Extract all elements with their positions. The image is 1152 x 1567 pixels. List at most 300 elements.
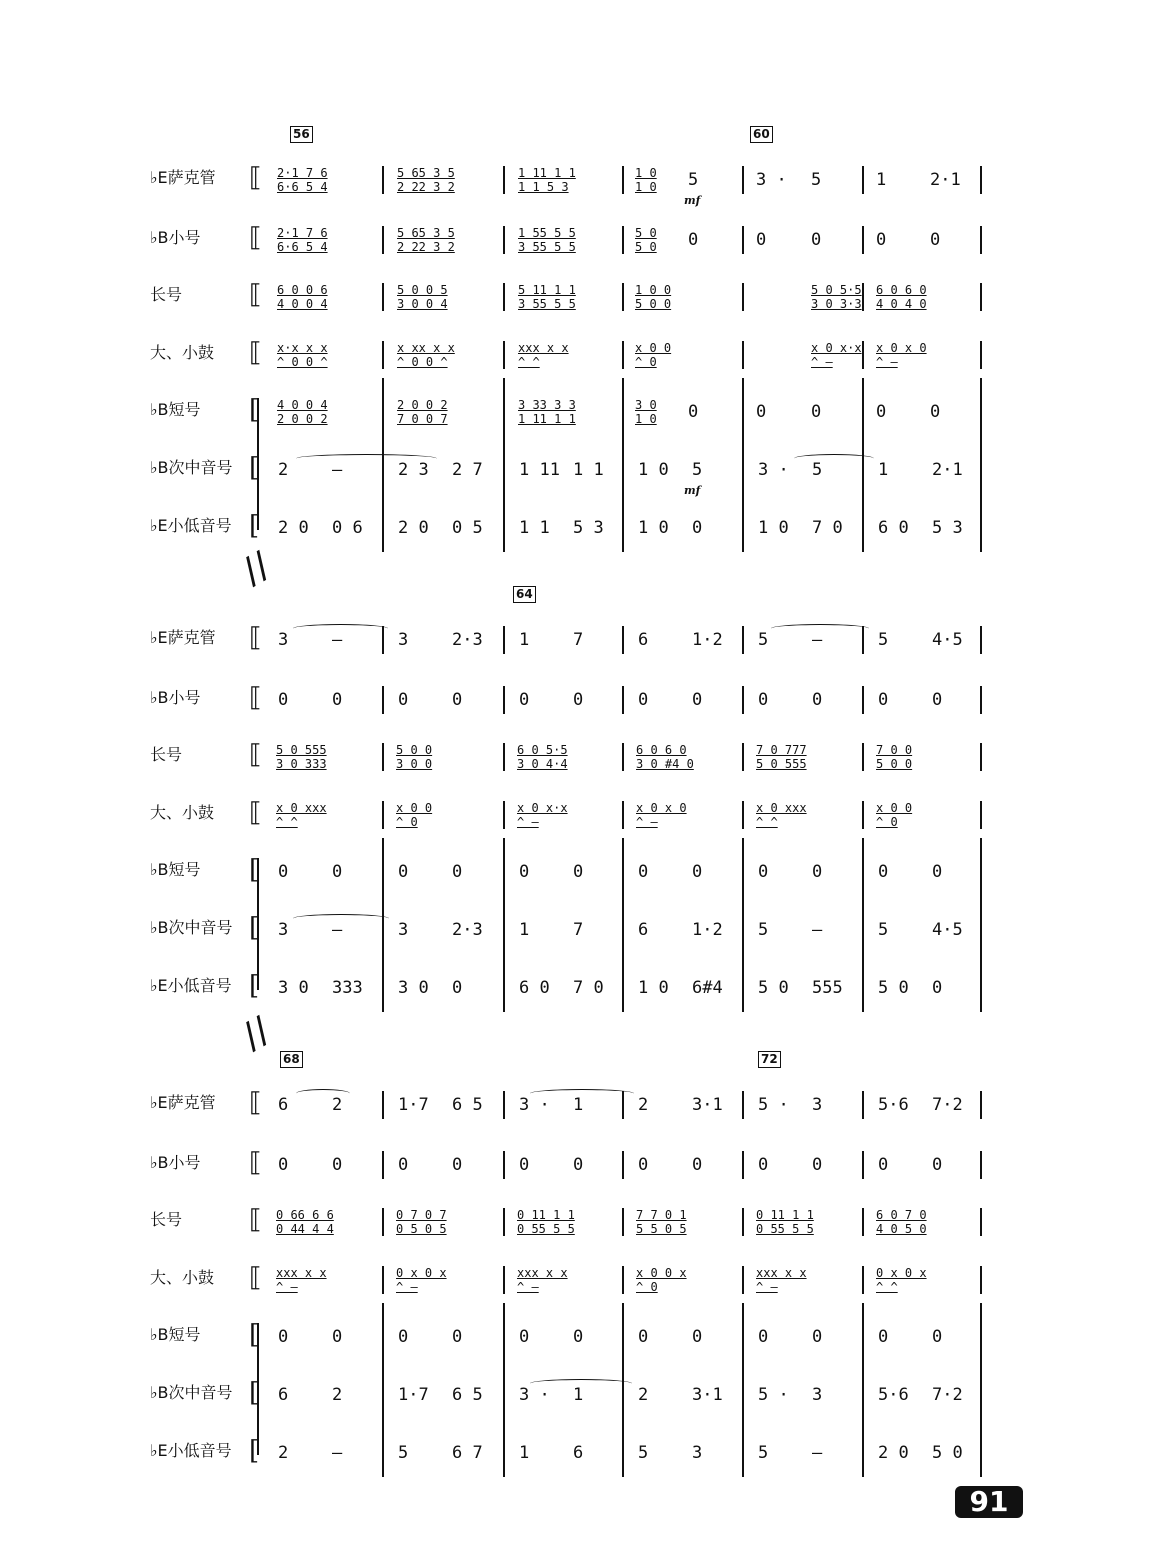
note-cell (635, 283, 671, 311)
barline (980, 283, 982, 311)
barline (622, 626, 624, 654)
barline (382, 1091, 384, 1119)
barline (980, 896, 982, 954)
note-cell (517, 743, 568, 771)
note-cell (517, 1208, 575, 1236)
staff-bracket: ⟦ (249, 798, 262, 828)
barline (382, 341, 384, 369)
score-system (0, 1009, 1152, 1485)
note-line: 2 0 0 2 (397, 398, 448, 412)
note-cell (636, 1208, 687, 1236)
instrument-name: ♭B次中音号 (150, 458, 233, 477)
note-line: ^ ^ (876, 1280, 898, 1294)
note-cell: 5 · (758, 1095, 789, 1115)
note-line: ^ 0 0 ^ (277, 355, 328, 369)
barline (742, 801, 744, 829)
note-line: 7 0 0 7 (397, 412, 448, 426)
instrument-name: ♭B短号 (150, 1325, 201, 1344)
note-line: 0 66 6 6 (276, 1208, 334, 1222)
instrument-name: ♭B次中音号 (150, 1383, 233, 1402)
note-cell: 0 (452, 1327, 463, 1347)
barline (503, 283, 505, 311)
note-line: ^ 0 (396, 815, 418, 829)
note-cell: 3 · (756, 170, 787, 190)
note-cell: 5·6 (878, 1095, 909, 1115)
note-cell: 0 (398, 690, 409, 710)
slur-line (296, 1089, 350, 1098)
note-line: 0 x 0 x (396, 1266, 447, 1280)
note-line: 3 0 4·4 (517, 757, 568, 771)
note-line: 3 0 #4 0 (636, 757, 694, 771)
note-cell (397, 166, 455, 194)
note-cell (636, 801, 687, 829)
note-cell: 0 (452, 690, 463, 710)
note-cell: 0 (758, 862, 769, 882)
note-cell: 2·1 (932, 460, 963, 480)
dynamic-marking: mf (684, 194, 701, 207)
note-cell: 0 (758, 1155, 769, 1175)
note-cell: 1 (519, 630, 530, 650)
note-line: 3 0 3·3 (811, 297, 862, 311)
barline (862, 686, 864, 714)
staff-bracket: [ (249, 511, 260, 541)
note-cell: – (332, 920, 343, 940)
note-cell (756, 1208, 814, 1236)
note-cell: 0 (332, 1327, 343, 1347)
instrument-name: ♭E小低音号 (150, 1441, 232, 1460)
note-cell: 6 5 (452, 1095, 483, 1115)
note-cell: 0 (452, 978, 463, 998)
note-cell: 0 (878, 1327, 889, 1347)
note-cell: 2 0 (398, 518, 429, 538)
note-line: 0 7 0 7 (396, 1208, 447, 1222)
note-cell (397, 283, 448, 311)
barline (503, 166, 505, 194)
instrument-name: ♭E小低音号 (150, 976, 232, 995)
note-cell: 0 (932, 1155, 943, 1175)
note-cell: 1 (876, 170, 887, 190)
note-line: 2 0 0 2 (277, 412, 328, 426)
instrument-name: 大、小鼓 (150, 803, 215, 822)
note-line: x 0 x 0 (876, 341, 927, 355)
note-cell: 0 (878, 862, 889, 882)
barline (622, 1151, 624, 1179)
barline (862, 1419, 864, 1477)
barline (742, 378, 744, 436)
barline (382, 743, 384, 771)
staff-row (0, 160, 1152, 218)
barline (862, 1266, 864, 1294)
note-line: 5 0 (635, 226, 657, 240)
note-cell: 6 5 (452, 1385, 483, 1405)
staff-row (0, 968, 1152, 1026)
barline (622, 1266, 624, 1294)
staff-bracket: ⟦ (249, 1148, 262, 1178)
barline (742, 954, 744, 1012)
barline (742, 283, 744, 311)
barline (382, 801, 384, 829)
barline (503, 626, 505, 654)
note-cell: 5 (398, 1443, 409, 1463)
barline (382, 1208, 384, 1236)
barline (382, 283, 384, 311)
barline (503, 378, 505, 436)
note-cell: 3 (812, 1385, 823, 1405)
note-line: x xx x x (397, 341, 455, 355)
note-cell: 1 (519, 920, 530, 940)
note-cell: 0 (812, 690, 823, 710)
note-cell (811, 341, 862, 369)
note-cell: 2 (638, 1095, 649, 1115)
barline (862, 341, 864, 369)
barline (622, 743, 624, 771)
note-cell: 1 (573, 1385, 584, 1405)
note-line: x 0 0 (396, 801, 433, 815)
barline (742, 1419, 744, 1477)
note-cell: 0 (638, 1327, 649, 1347)
barline (382, 378, 384, 436)
rehearsal-mark: 60 (750, 126, 773, 143)
staff-bracket: ⟦ (249, 740, 262, 770)
staff-row (0, 680, 1152, 738)
barline (503, 341, 505, 369)
note-cell (276, 801, 327, 829)
note-cell: 6 (573, 1443, 584, 1463)
note-line: 6 0 5·5 (517, 743, 568, 757)
barline (382, 226, 384, 254)
note-cell: 0 (573, 1155, 584, 1175)
note-line: 5 0 0 5 (397, 283, 448, 297)
barline (980, 494, 982, 552)
note-cell: 0 (930, 230, 941, 250)
note-line: ^ – (811, 355, 833, 369)
note-cell: 3 · (758, 460, 789, 480)
barline (980, 1091, 982, 1119)
note-cell: 5 (878, 920, 889, 940)
note-line: xxx x x (517, 1266, 568, 1280)
slur-line (296, 454, 437, 463)
note-line: ^ – (636, 815, 658, 829)
note-cell: 0 (692, 1327, 703, 1347)
barline (622, 686, 624, 714)
note-line: ^ ^ (518, 355, 540, 369)
note-cell: 1 (519, 1443, 530, 1463)
note-line: ^ – (756, 1280, 778, 1294)
instrument-name: ♭E小低音号 (150, 516, 232, 535)
note-cell: 0 (812, 862, 823, 882)
note-cell: 2·3 (452, 630, 483, 650)
note-cell: 2 3 (398, 460, 429, 480)
note-cell: 333 (332, 978, 363, 998)
note-cell: 1 (573, 1095, 584, 1115)
note-cell: 2 0 (878, 1443, 909, 1463)
barline (622, 341, 624, 369)
barline (503, 801, 505, 829)
slur-line (293, 624, 388, 633)
barline (980, 626, 982, 654)
note-line: 3 0 0 4 (397, 297, 448, 311)
note-cell: 4·5 (932, 630, 963, 650)
note-line: 4 0 4 0 (876, 297, 927, 311)
note-cell: 7·2 (932, 1385, 963, 1405)
note-line: ^ – (517, 815, 539, 829)
note-cell: 5 (878, 630, 889, 650)
note-line: x 0 0 (635, 341, 672, 355)
barline (862, 1208, 864, 1236)
note-line: ^ – (517, 1280, 539, 1294)
slur-line (530, 1379, 632, 1388)
note-line: x 0 xxx (276, 801, 327, 815)
note-line: 6·6 5 4 (277, 180, 328, 194)
note-cell: 2·1 (930, 170, 961, 190)
note-line: x 0 x·x (811, 341, 862, 355)
note-cell: – (332, 460, 343, 480)
note-line: 0 11 1 1 (517, 1208, 575, 1222)
note-cell: 2 (638, 1385, 649, 1405)
note-line: ^ 0 0 ^ (397, 355, 448, 369)
barline (862, 226, 864, 254)
instrument-name: ♭B短号 (150, 400, 201, 419)
note-cell: 0 (638, 1155, 649, 1175)
note-line: 5 65 3 5 (397, 226, 455, 240)
barline (622, 436, 624, 494)
note-cell: 0 (812, 1155, 823, 1175)
note-line: 1 0 (635, 180, 657, 194)
note-line: 2 22 3 2 (397, 240, 455, 254)
barline (742, 1151, 744, 1179)
dynamic-marking: mf (684, 484, 701, 497)
note-cell: 6 7 (452, 1443, 483, 1463)
note-cell: 0 (638, 862, 649, 882)
note-cell (636, 743, 694, 771)
note-cell: 1 1 (573, 460, 604, 480)
note-line: 4 0 0 4 (277, 297, 328, 311)
barline (382, 436, 384, 494)
barline (742, 1091, 744, 1119)
barline (862, 838, 864, 896)
note-line: 5 0 0 (876, 757, 913, 771)
note-cell: 1 0 (638, 518, 669, 538)
barline (382, 1266, 384, 1294)
note-cell (396, 1208, 447, 1236)
note-cell (518, 341, 569, 369)
note-cell: 5 0 (878, 978, 909, 998)
note-cell: 5 (638, 1443, 649, 1463)
note-cell: 0 (876, 230, 887, 250)
barline (622, 1361, 624, 1419)
note-cell: 6 (278, 1385, 289, 1405)
note-cell: – (332, 1443, 343, 1463)
note-cell: 7 0 (573, 978, 604, 998)
note-line: 5 0 (635, 240, 657, 254)
note-cell: 0 (332, 690, 343, 710)
note-line: ^ 0 (635, 355, 657, 369)
barline (382, 1419, 384, 1477)
note-cell (276, 1266, 327, 1294)
staff-bracket: ⟦ (249, 1088, 262, 1118)
barline (980, 436, 982, 494)
barline (980, 801, 982, 829)
barline (382, 1303, 384, 1361)
barline (862, 896, 864, 954)
note-cell: 3 (812, 1095, 823, 1115)
note-cell (396, 801, 432, 829)
barline (382, 838, 384, 896)
note-cell: 2 (278, 460, 289, 480)
staff-row (0, 620, 1152, 678)
note-line: 3 0 0 (396, 757, 433, 771)
note-line: 2·1 7 6 (277, 226, 328, 240)
note-cell (276, 1208, 334, 1236)
note-cell: 4·5 (932, 920, 963, 940)
slur-line (794, 454, 874, 463)
note-cell: 1 11 (519, 460, 560, 480)
barline (503, 1361, 505, 1419)
system-break-mark: // (235, 1009, 277, 1058)
instrument-name: ♭B小号 (150, 688, 201, 707)
note-line: 5 5 0 5 (636, 1222, 687, 1236)
barline (980, 226, 982, 254)
note-cell (396, 1266, 447, 1294)
staff-row (0, 737, 1152, 795)
instrument-name: ♭B次中音号 (150, 918, 233, 937)
note-cell (756, 801, 807, 829)
note-cell: 0 (278, 690, 289, 710)
barline (742, 896, 744, 954)
note-cell: 0 6 (332, 518, 363, 538)
barline (503, 1419, 505, 1477)
barline (862, 954, 864, 1012)
note-cell: 1·2 (692, 630, 723, 650)
note-cell: 0 (930, 402, 941, 422)
note-cell: 0 (519, 1155, 530, 1175)
slur-line (771, 624, 869, 633)
note-cell: 0 (332, 862, 343, 882)
barline (862, 801, 864, 829)
note-cell (635, 398, 657, 426)
note-line: 7 7 0 1 (636, 1208, 687, 1222)
note-cell: 0 (398, 1155, 409, 1175)
barline (622, 1208, 624, 1236)
note-cell: 555 (812, 978, 843, 998)
note-line: ^ – (876, 355, 898, 369)
barline (980, 1419, 982, 1477)
staff-bracket: ⟦ (249, 1205, 262, 1235)
note-cell (517, 801, 568, 829)
barline (980, 838, 982, 896)
note-cell: 2 7 (452, 460, 483, 480)
note-cell: 5 (758, 630, 769, 650)
note-cell (518, 226, 576, 254)
slur-line (293, 914, 389, 923)
note-cell: 3 (278, 630, 289, 650)
note-cell: 1·2 (692, 920, 723, 940)
note-cell: 5 (811, 170, 822, 190)
note-cell: 1·7 (398, 1385, 429, 1405)
barline (622, 801, 624, 829)
note-cell (876, 743, 912, 771)
barline (980, 378, 982, 436)
barline (862, 1091, 864, 1119)
staff-row (0, 1145, 1152, 1203)
note-cell (518, 398, 576, 426)
note-cell: 5 (688, 170, 699, 190)
barline (862, 283, 864, 311)
note-cell: 3·1 (692, 1385, 723, 1405)
note-cell (876, 341, 927, 369)
staff-bracket: ⟦ (249, 1263, 262, 1293)
note-cell: 0 (519, 1327, 530, 1347)
note-cell (397, 398, 448, 426)
barline (862, 166, 864, 194)
note-cell: 0 (573, 1327, 584, 1347)
note-cell: 5 (692, 460, 703, 480)
note-cell (277, 166, 328, 194)
instrument-name: 长号 (150, 285, 183, 304)
system-break-mark: // (235, 544, 277, 593)
note-cell: 0 (573, 862, 584, 882)
note-cell: 3 · (519, 1385, 550, 1405)
note-cell (517, 1266, 568, 1294)
note-cell: 0 (692, 1155, 703, 1175)
barline (862, 743, 864, 771)
note-line: 0 x 0 x (876, 1266, 927, 1280)
instrument-name: 大、小鼓 (150, 1268, 215, 1287)
note-cell (396, 743, 432, 771)
note-cell: 0 (932, 690, 943, 710)
note-cell: – (812, 630, 823, 650)
note-cell: 7·2 (932, 1095, 963, 1115)
note-cell: 5·6 (878, 1385, 909, 1405)
note-cell: 2 (332, 1095, 343, 1115)
note-cell (635, 166, 657, 194)
staff-row (0, 1202, 1152, 1260)
note-cell: 1 (878, 460, 889, 480)
barline (382, 954, 384, 1012)
instrument-name: 长号 (150, 1210, 183, 1229)
note-cell: 0 (758, 690, 769, 710)
note-cell (635, 226, 657, 254)
note-cell (876, 801, 912, 829)
barline (862, 1303, 864, 1361)
barline (742, 626, 744, 654)
note-cell: 2·3 (452, 920, 483, 940)
barline (980, 743, 982, 771)
note-line: 0 11 1 1 (756, 1208, 814, 1222)
note-cell (635, 341, 671, 369)
instrument-name: 大、小鼓 (150, 343, 215, 362)
note-line: x 0 0 (876, 801, 913, 815)
note-cell: 6 (278, 1095, 289, 1115)
barline (622, 166, 624, 194)
note-cell: 5 3 (573, 518, 604, 538)
page-number: 91 (955, 1486, 1023, 1518)
note-cell: 0 (519, 690, 530, 710)
note-line: x·x x x (277, 341, 328, 355)
note-cell: 0 (638, 690, 649, 710)
barline (742, 166, 744, 194)
barline (622, 494, 624, 552)
note-cell: 1·7 (398, 1095, 429, 1115)
note-line: ^ – (276, 1280, 298, 1294)
note-cell: 0 (398, 862, 409, 882)
note-cell: 0 (688, 230, 699, 250)
barline (503, 954, 505, 1012)
note-cell: 0 (278, 1327, 289, 1347)
score-system (0, 120, 1152, 560)
note-line: ^ 0 (636, 1280, 658, 1294)
note-line: 1 11 1 1 (518, 166, 576, 180)
